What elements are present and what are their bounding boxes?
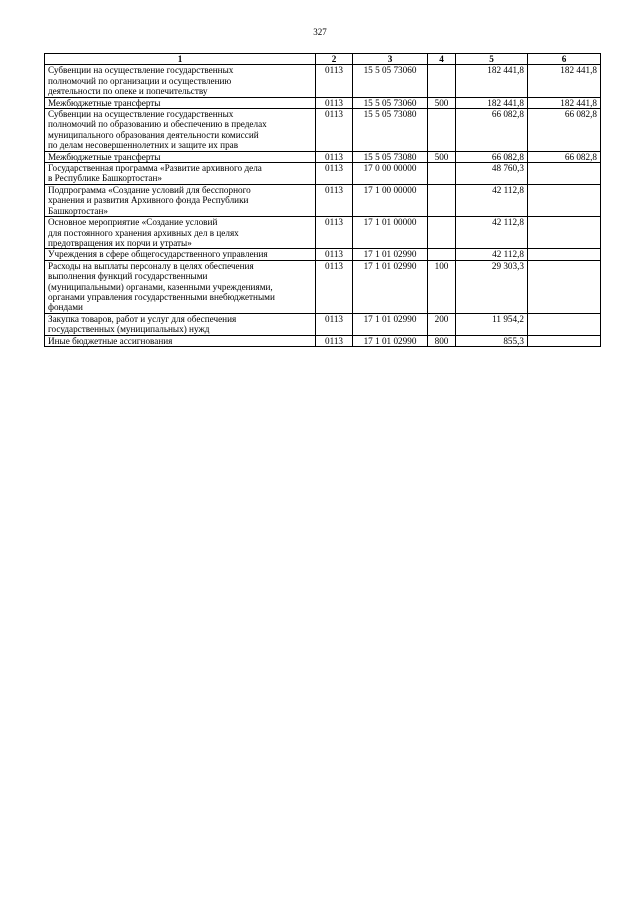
table-row xyxy=(45,163,601,185)
row-expense-kind: 200 xyxy=(428,313,456,335)
row-name: Межбюджетные трансферты xyxy=(45,151,316,162)
table-row xyxy=(45,313,601,335)
row-sum-1: 855,3 xyxy=(456,335,528,346)
row-section-code: 0113 xyxy=(316,313,353,335)
row-section-code: 0113 xyxy=(316,184,353,216)
row-target-code: 15 5 05 73060 xyxy=(353,97,428,108)
row-sum-1: 66 082,8 xyxy=(456,109,528,152)
row-sum-2: 182 441,8 xyxy=(528,97,601,108)
row-section-code: 0113 xyxy=(316,65,353,97)
row-target-code: 17 0 00 00000 xyxy=(353,163,428,185)
row-name: Основное мероприятие «Создание условий для постоянного хранения архивных дел в целях предотвращения их порчи и утраты» xyxy=(45,217,316,249)
row-expense-kind xyxy=(428,65,456,97)
row-sum-1: 48 760,3 xyxy=(456,163,528,185)
row-expense-kind xyxy=(428,163,456,185)
row-name: Государственная программа «Развитие архивного дела в Республике Башкортостан» xyxy=(45,163,316,185)
row-sum-2 xyxy=(528,335,601,346)
row-expense-kind xyxy=(428,184,456,216)
table-row xyxy=(45,260,601,313)
row-sum-2: 182 441,8 xyxy=(528,65,601,97)
column-header: 1 xyxy=(45,54,316,65)
table-header-row xyxy=(45,54,601,65)
row-sum-1: 182 441,8 xyxy=(456,65,528,97)
row-expense-kind: 100 xyxy=(428,260,456,313)
row-target-code: 15 5 05 73060 xyxy=(353,65,428,97)
row-section-code: 0113 xyxy=(316,217,353,249)
table-row xyxy=(45,249,601,260)
row-section-code: 0113 xyxy=(316,163,353,185)
row-sum-1: 182 441,8 xyxy=(456,97,528,108)
row-section-code: 0113 xyxy=(316,260,353,313)
row-target-code: 17 1 00 00000 xyxy=(353,184,428,216)
column-header: 5 xyxy=(456,54,528,65)
row-target-code: 15 5 05 73080 xyxy=(353,109,428,152)
row-name: Субвенции на осуществление государственных полномочий по организации и осуществлению деятельности по опеке и попечительству xyxy=(45,65,316,97)
row-name: Учреждения в сфере общегосударственного управления xyxy=(45,249,316,260)
row-section-code: 0113 xyxy=(316,335,353,346)
row-target-code: 17 1 01 02990 xyxy=(353,260,428,313)
row-target-code: 17 1 01 02990 xyxy=(353,335,428,346)
budget-table xyxy=(44,53,601,347)
row-name: Закупка товаров, работ и услуг для обеспечения государственных (муниципальных) нужд xyxy=(45,313,316,335)
table-row xyxy=(45,109,601,152)
row-section-code: 0113 xyxy=(316,249,353,260)
row-name: Межбюджетные трансферты xyxy=(45,97,316,108)
row-target-code: 17 1 01 02990 xyxy=(353,249,428,260)
row-expense-kind xyxy=(428,109,456,152)
row-name: Подпрограмма «Создание условий для бесспорного хранения и развития Архивного фонда Республики Башкортостан» xyxy=(45,184,316,216)
row-section-code: 0113 xyxy=(316,97,353,108)
table-row xyxy=(45,151,601,162)
row-sum-1: 42 112,8 xyxy=(456,217,528,249)
table-row xyxy=(45,184,601,216)
row-sum-2 xyxy=(528,260,601,313)
row-sum-2 xyxy=(528,217,601,249)
row-sum-1: 29 303,3 xyxy=(456,260,528,313)
row-name: Субвенции на осуществление государственных полномочий по образованию и обеспечению в пределах муниципального образования деятельности комиссий по делам несовершеннолетних и защите их прав xyxy=(45,109,316,152)
row-sum-2: 66 082,8 xyxy=(528,151,601,162)
row-sum-2 xyxy=(528,184,601,216)
row-sum-2 xyxy=(528,313,601,335)
row-target-code: 17 1 01 02990 xyxy=(353,313,428,335)
row-sum-2 xyxy=(528,249,601,260)
row-expense-kind: 500 xyxy=(428,97,456,108)
column-header: 4 xyxy=(428,54,456,65)
column-header: 6 xyxy=(528,54,601,65)
row-target-code: 15 5 05 73080 xyxy=(353,151,428,162)
row-sum-1: 42 112,8 xyxy=(456,184,528,216)
column-header: 3 xyxy=(353,54,428,65)
row-target-code: 17 1 01 00000 xyxy=(353,217,428,249)
row-sum-2 xyxy=(528,163,601,185)
page-number: 327 xyxy=(313,27,327,37)
table-row xyxy=(45,65,601,97)
row-expense-kind: 800 xyxy=(428,335,456,346)
row-sum-1: 66 082,8 xyxy=(456,151,528,162)
row-section-code: 0113 xyxy=(316,151,353,162)
column-header: 2 xyxy=(316,54,353,65)
row-name: Иные бюджетные ассигнования xyxy=(45,335,316,346)
row-sum-1: 42 112,8 xyxy=(456,249,528,260)
row-expense-kind: 500 xyxy=(428,151,456,162)
row-sum-2: 66 082,8 xyxy=(528,109,601,152)
row-expense-kind xyxy=(428,217,456,249)
row-section-code: 0113 xyxy=(316,109,353,152)
table-row xyxy=(45,97,601,108)
row-sum-1: 11 954,2 xyxy=(456,313,528,335)
table-row xyxy=(45,335,601,346)
table-row xyxy=(45,217,601,249)
row-name: Расходы на выплаты персоналу в целях обеспечения выполнения функций государственными (муниципальными) органами, казенными учреждениями, органами управления государственными внебюджетными фондами xyxy=(45,260,316,313)
row-expense-kind xyxy=(428,249,456,260)
